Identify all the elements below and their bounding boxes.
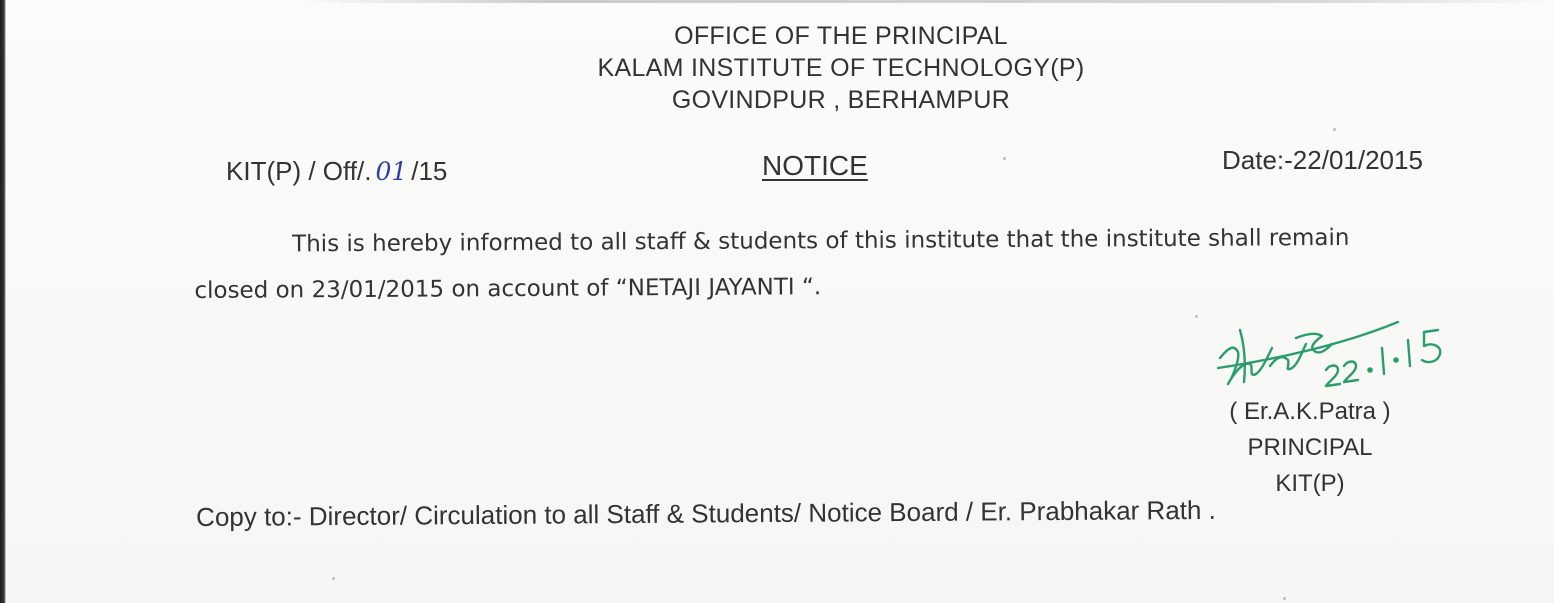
reference-number: [226, 156, 447, 187]
scan-speck: [1003, 157, 1006, 160]
copy-to-line: Copy to:- Director/ Circulation to all Staff & Students/ Notice Board / Er. Prabhakar Rath .: [196, 494, 1216, 532]
reference-suffix: /15: [411, 156, 448, 186]
reference-handwritten-number: 01: [375, 157, 408, 186]
scan-speck: [332, 577, 335, 580]
scan-top-edge: [300, 0, 1554, 3]
notice-date: Date:-22/01/2015: [1222, 145, 1423, 175]
header-institute-name: KALAM INSTITUTE OF TECHNOLOGY(P): [597, 54, 1085, 82]
scan-left-edge: [0, 0, 6, 603]
signatory-organization: KIT(P): [1275, 470, 1345, 497]
signatory-name: ( Er.A.K.Patra ): [1229, 398, 1391, 425]
scan-speck: [1283, 597, 1286, 600]
notice-title: NOTICE: [762, 150, 868, 181]
body-line-1-text: This is hereby informed to all staff & students of this institute that the institute shall remain: [292, 224, 1350, 258]
reference-prefix: KIT(P) / Off/.: [226, 156, 372, 186]
header-office-title: OFFICE OF THE PRINCIPAL: [674, 22, 1008, 50]
notice-body-line-2: closed on 23/01/2015 on account of “NETAJI JAYANTI “.: [194, 274, 822, 304]
signatory-designation: PRINCIPAL: [1247, 434, 1373, 461]
notice-body-line-1: [194, 214, 1434, 268]
principal-signature: [1210, 308, 1470, 398]
scan-speck: [1195, 315, 1198, 318]
notice-body: [194, 214, 1435, 314]
scan-speck: [1333, 128, 1336, 131]
header-institute-address: GOVINDPUR , BERHAMPUR: [671, 86, 1011, 114]
signature-block: [1215, 394, 1405, 502]
